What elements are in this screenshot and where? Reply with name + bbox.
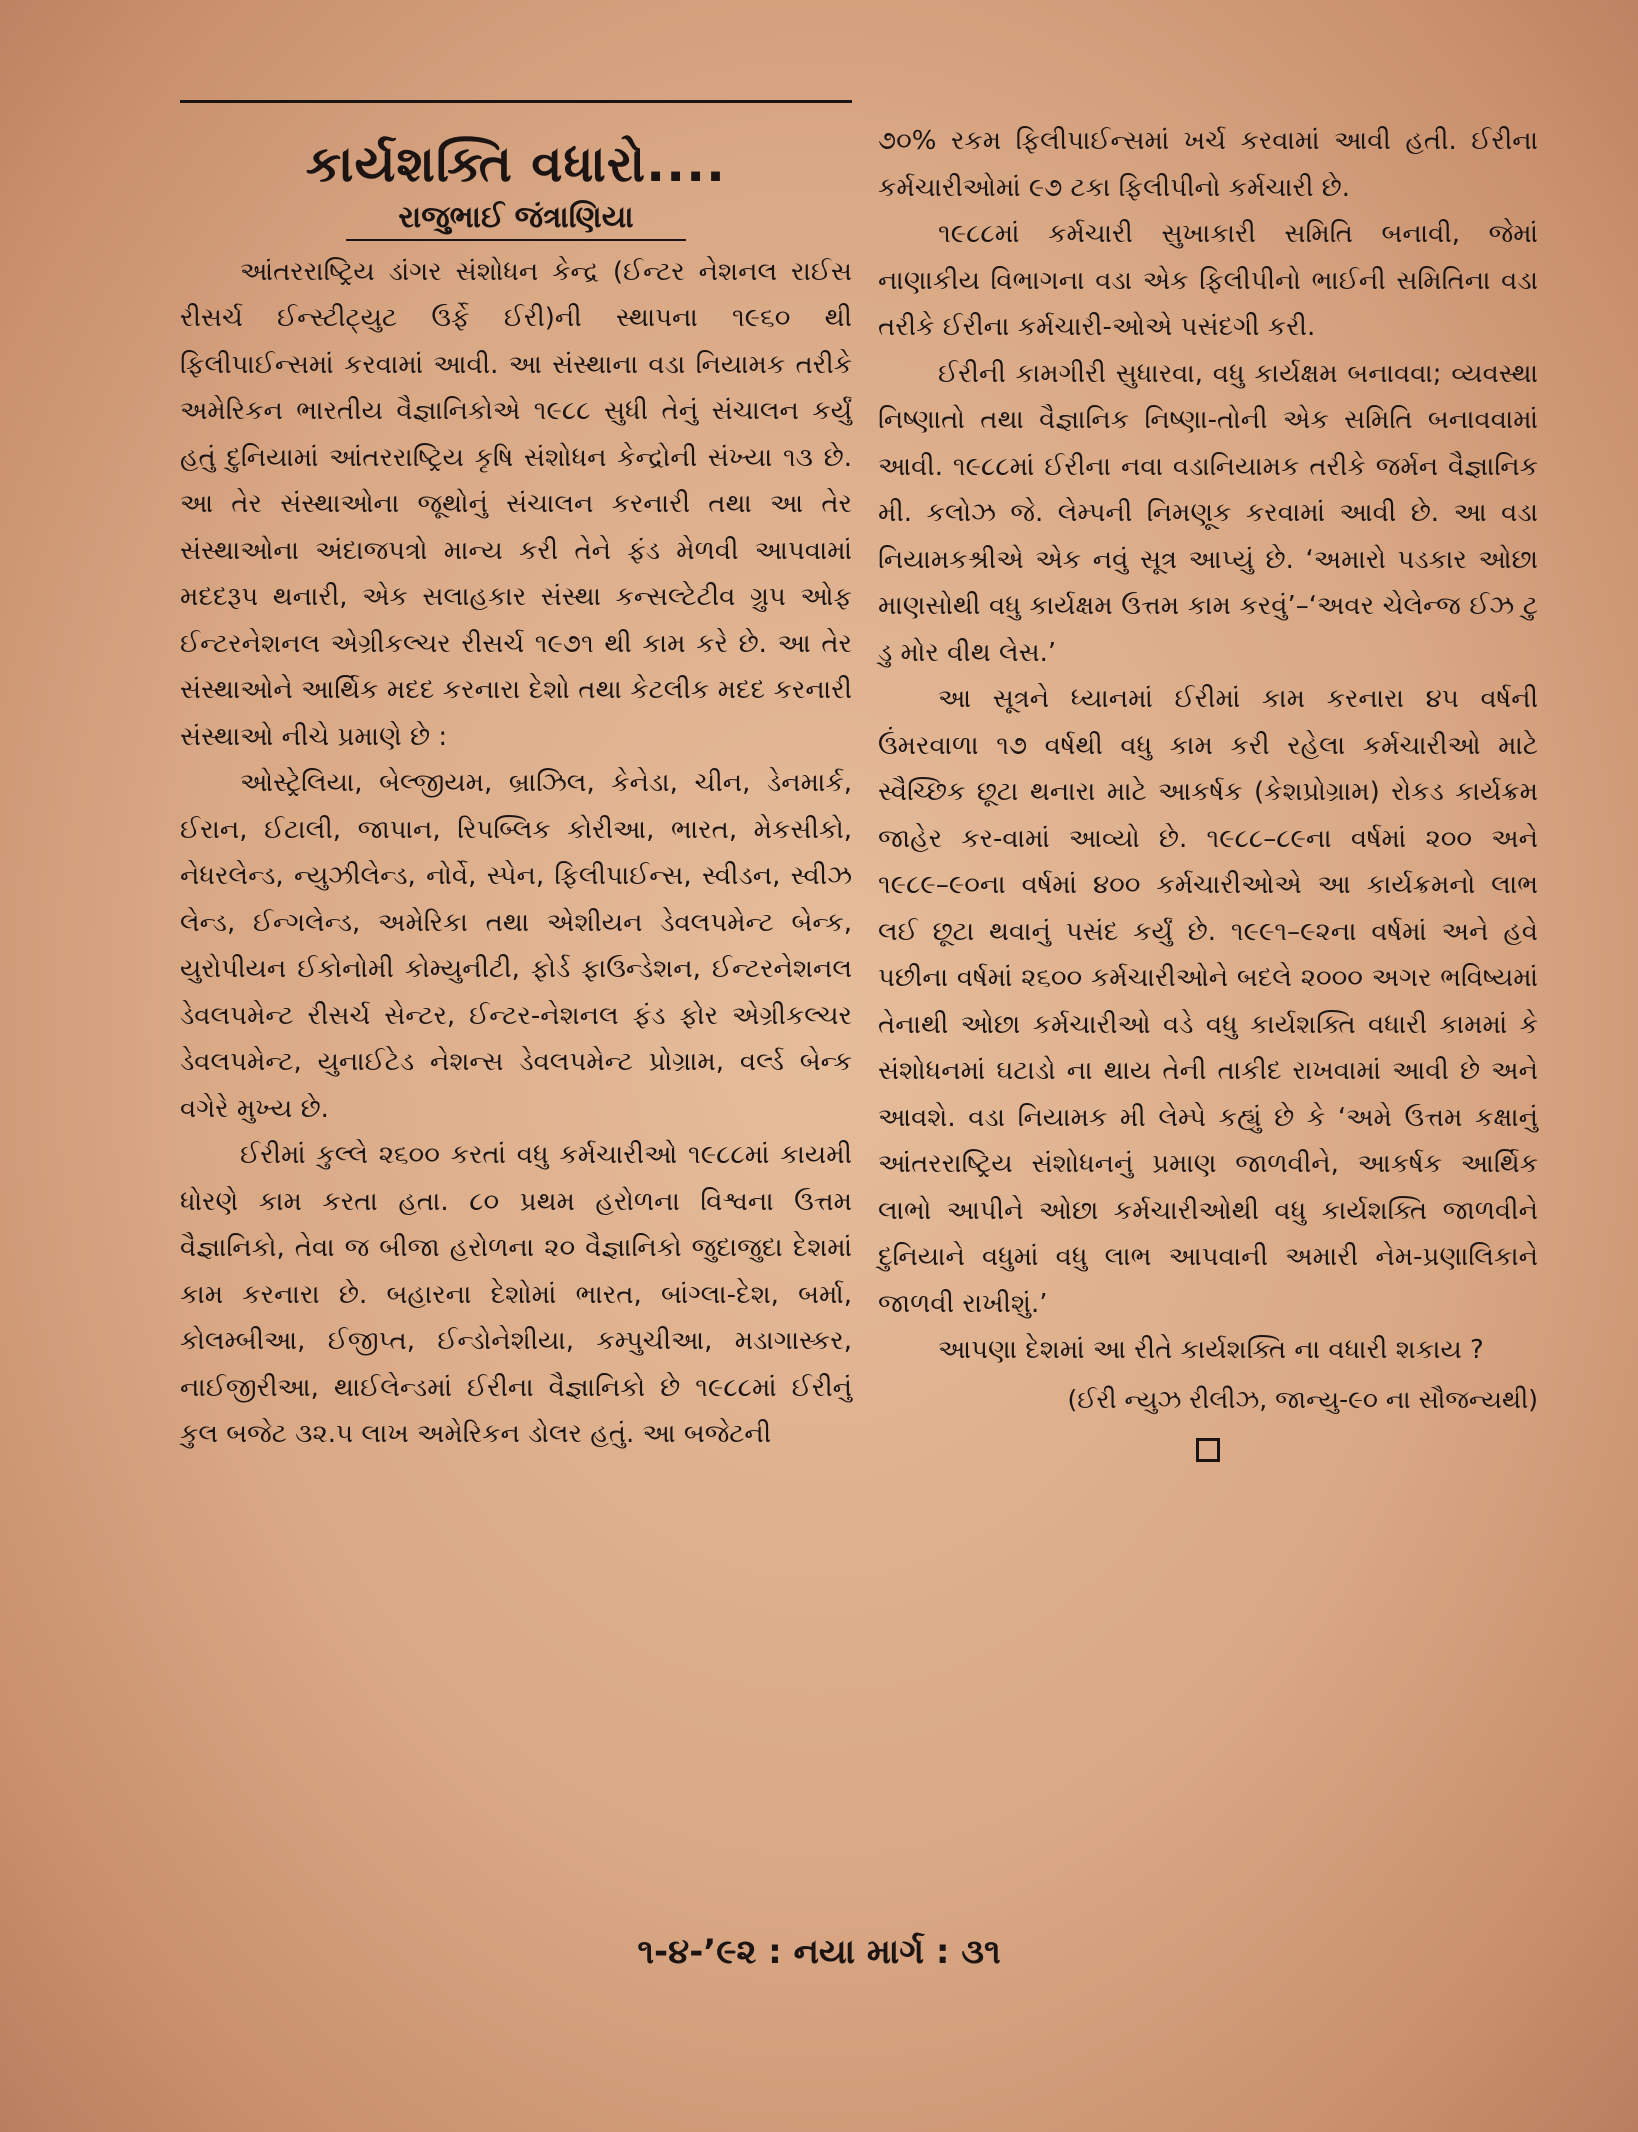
source-credit: (ઈરી ન્યુઝ રીલીઝ, જાન્યુ-૯૦ ના સૌજન્યથી) bbox=[1067, 1384, 1538, 1414]
paragraph: આપણા દેશમાં આ રીતે કાર્યશક્તિ ના વધારી શકાય ? bbox=[938, 1335, 1484, 1365]
paragraph: ઈરીમાં કુલ્લે ૨૬૦૦ કરતાં વધુ કર્મચારીઓ ૧૯૮૮માં કાયમી ધોરણે કામ કરતા હતા. ૮૦ પ્રથમ હરોળના વિશ્વના ઉત્તમ વૈજ્ઞાનિકો, તેવા જ બીજા હરોળના ૨૦ વૈજ્ઞાનિકો જુદાજુદા દેશમાં કામ કરનારા છે. બહારના દેશોમાં ભારત, બાંગ્લા-દેશ, બર્મા, કોલમ્બીઆ, ઈજીપ્ત, ઈન્ડોનેશીયા, કમ્પુચીઆ, મડાગાસ્કર, નાઈજીરીઆ, થાઈલેન્ડમાં ઈરીના વૈજ્ઞાનિકો છે ૧૯૮૮માં ઈરીનું કુલ બજેટ ૩૨.૫ લાખ અમેરિકન ડોલર હતું. આ બજેટની bbox=[180, 1140, 852, 1449]
left-column bbox=[180, 100, 852, 1458]
paragraph: આ સૂત્રને ધ્યાનમાં ઈરીમાં કામ કરનારા ૪૫ વર્ષની ઉંમરવાળા ૧૭ વર્ષથી વધુ કામ કરી રહેલા કર્મચારીઓ માટે સ્વૈચ્છિક છૂટા થનારા માટે આકર્ષક (કેશપ્રોગ્રામ) રોકડ કાર્યક્રમ જાહેર કર-વામાં આવ્યો છે. ૧૯૮૮–૮૯ના વર્ષમાં ૨૦૦ અને ૧૯૮૯–૯૦ના વર્ષમાં ૪૦૦ કર્મચારીઓએ આ કાર્યક્રમનો લાભ લઈ છૂટા થવાનું પસંદ કર્યું છે. ૧૯૯૧–૯૨ના વર્ષમાં અને હવે પછીના વર્ષમાં ૨૬૦૦ કર્મચારીઓને બદલે ૨૦૦૦ અગર ભવિષ્યમાં તેનાથી ઓછા કર્મચારીઓ વડે વધુ કાર્યશક્તિ વધારી કામમાં કે સંશોધનમાં ઘટાડો ના થાય તેની તાકીદ રાખવામાં આવી છે અને આવશે. વડા નિયામક મી લેમ્પે કહ્યું છે કે ‘અમે ઉત્તમ કક્ષાનું આંતરરાષ્ટ્રિય સંશોધનનું પ્રમાણ જાળવીને, આકર્ષક આર્થિક લાભો આપીને ઓછા કર્મચારીઓથી વધુ કાર્યશક્તિ જાળવીને દુનિયાને વધુમાં વધુ લાભ આપવાની અમારી નેમ-પ્રણાલિકાને જાળવી રાખીશું.’ bbox=[878, 684, 1538, 1319]
paragraph: ૧૯૮૮માં કર્મચારી સુખાકારી સમિતિ બનાવી, જેમાં નાણાકીય વિભાગના વડા એક ફિલીપીનો ભાઈની સમિતિના વડા તરીકે ઈરીના કર્મચારી-ઓએ પસંદગી કરી. bbox=[878, 219, 1538, 342]
page-footer: ૧-૪-’૯૨ : નયા માર્ગ : ૩૧ bbox=[637, 1932, 1001, 1972]
paragraph: ૭૦% રકમ ફિલીપાઈન્સમાં ખર્ચ કરવામાં આવી હતી. ઈરીના કર્મચારીઓમાં ૯૭ ટકા ફિલીપીનો કર્મચારી છે. bbox=[878, 126, 1538, 203]
paragraph: આંતરરાષ્ટ્રિય ડાંગર સંશોધન કેન્દ્ર (ઈન્ટર નેશનલ રાઈસ રીસર્ચ ઈન્સ્ટીટ્યુટ ઉર્ફે ઈરી)ની સ્થાપના ૧૯૬૦ થી ફિલીપાઈન્સમાં કરવામાં આવી. આ સંસ્થાના વડા નિયામક તરીકે અમેરિકન ભારતીય વૈજ્ઞાનિકોએ ૧૯૮૮ સુધી તેનું સંચાલન કર્યું હતું દુનિયામાં આંતરરાષ્ટ્રિય કૃષિ સંશોધન કેન્દ્રોની સંખ્યા ૧૩ છે. આ તેર સંસ્થાઓના જૂથોનું સંચાલન કરનારી તથા આ તેર સંસ્થાઓના અંદાજપત્રો માન્ય કરી તેને ફંડ મેળવી આપવામાં મદદરૂપ થનારી, એક સલાહકાર સંસ્થા કન્સલ્ટેટીવ ગ્રુપ ઓફ ઈન્ટરનેશનલ એગ્રીકલ્ચર રીસર્ચ ૧૯૭૧ થી કામ કરે છે. આ તેર સંસ્થાઓને આર્થિક મદદ કરનારા દેશો તથા કેટલીક મદદ કરનારી સંસ્થાઓ નીચે પ્રમાણે છે : bbox=[180, 256, 852, 752]
right-column bbox=[878, 118, 1538, 1462]
paragraph: ઓસ્ટ્રેલિયા, બેલ્જીયમ, બ્રાઝિલ, કેનેડા, ચીન, ડેનમાર્ક, ઈરાન, ઈટાલી, જાપાન, રિપબ્લિક કોરીઆ, ભારત, મેકસીકો, નેધરલેન્ડ, ન્યુઝીલેન્ડ, નોર્વે, સ્પેન, ફિલીપાઈન્સ, સ્વીડન, સ્વીઝ લેન્ડ, ઈન્ગલેન્ડ, અમેરિકા તથા એશીયન ડેવલપમેન્ટ બેન્ક, યુરોપીયન ઈકોનોમી કોમ્યુનીટી, ફોર્ડ ફાઉન્ડેશન, ઈન્ટરનેશનલ ડેવલપમેન્ટ રીસર્ચ સેન્ટર, ઈન્ટર-નેશનલ ફંડ ફોર એગ્રીકલ્ચર ડેવલપમેન્ટ, યુનાઈટેડ નેશન્સ ડેવલપમેન્ટ પ્રોગ્રામ, વર્લ્ડ બેન્ક વગેરે મુખ્ય છે. bbox=[180, 768, 852, 1124]
top-rule bbox=[180, 100, 852, 103]
paragraph: ઈરીની કામગીરી સુધારવા, વધુ કાર્યક્ષમ બનાવવા; વ્યવસ્થા નિષ્ણાતો તથા વૈજ્ઞાનિક નિષ્ણા-તોની એક સમિતિ બનાવવામાં આવી. ૧૯૮૮માં ઈરીના નવા વડાનિયામક તરીકે જર્મન વૈજ્ઞાનિક મી. કલોઝ જે. લેમ્પની નિમણૂક કરવામાં આવી છે. આ વડા નિયામકશ્રીએ એક નવું સૂત્ર આપ્યું છે. ‘અમારો પડકાર ઓછા માણસોથી વધુ કાર્યક્ષમ ઉત્તમ કામ કરવું’–‘અવર ચેલેન્જ ઈઝ ટુ ડુ મોર વીથ લેસ.’ bbox=[878, 358, 1538, 668]
article-author: રાજુભાઈ જંત્રાણિયા bbox=[346, 200, 686, 241]
end-mark-icon bbox=[1196, 1438, 1220, 1462]
article-title: કાર્યશક્તિ વધારો.... bbox=[305, 135, 727, 193]
